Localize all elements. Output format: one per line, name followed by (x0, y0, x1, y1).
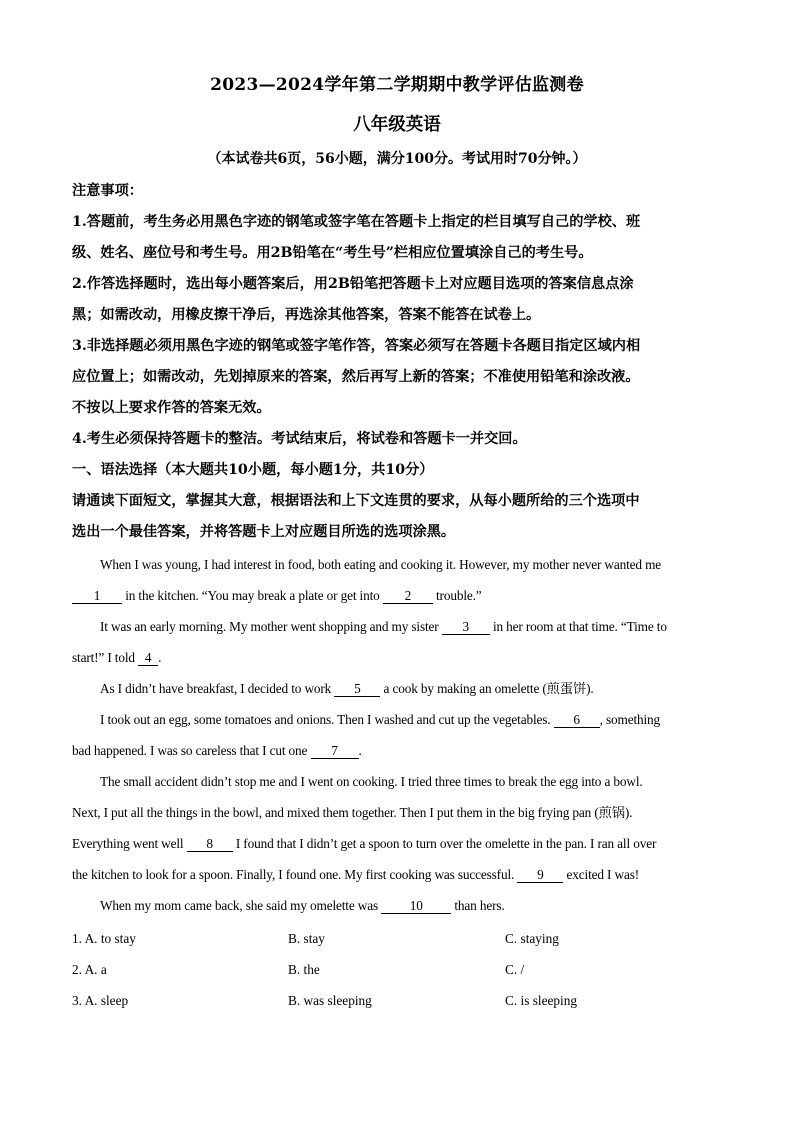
exam-info: （本试卷共6页，56小题，满分100分。考试用时70分钟。） (207, 151, 587, 167)
section-instructions: 选出一个最佳答案，并将答题卡上对应题目所选的选项涂黑。 (72, 524, 456, 540)
passage-text: than hers. (454, 898, 505, 913)
note-line: 黑；如需改动，用橡皮擦干净后，再选涂其他答案，答案不能答在试卷上。 (72, 307, 541, 323)
note-line: 3.非选择题必须用黑色字迹的钢笔或签字笔作答，答案必须写在答题卡各题目指定区域内相 (72, 338, 641, 354)
option-a: 2. A. a (72, 962, 107, 977)
option-b: B. was sleeping (288, 993, 372, 1008)
option-b: B. the (288, 962, 320, 977)
passage-line (72, 649, 161, 667)
note-line: 1.答题前，考生务必用黑色字迹的钢笔或签字笔在答题卡上指定的栏目填写自己的学校、班 (72, 214, 641, 230)
passage-text: in the kitchen. “You may break a plate or get into (125, 588, 380, 603)
passage-text: It was an early morning. My mother went shopping and my sister (100, 619, 439, 634)
option-b: B. stay (288, 931, 325, 946)
note-line: 应位置上；如需改动，先划掉原来的答案，然后再写上新的答案；不准使用铅笔和涂改液。 (72, 369, 640, 385)
passage-line (72, 835, 656, 853)
answer-blank: 4 (138, 651, 158, 666)
answer-blank: 1 (72, 589, 122, 604)
passage-text: excited I was! (566, 867, 640, 882)
passage-text: in her room at that time. “Time to (492, 619, 667, 634)
passage-text: I found that I didn’t get a spoon to turn over the omelette in the pan. I ran all over (235, 836, 657, 851)
note-line: 2.作答选择题时，选出每小题答案后，用2B铅笔把答题卡上对应题目选项的答案信息点涂 (72, 276, 634, 292)
passage-line (72, 866, 639, 884)
answer-blank: 3 (442, 620, 490, 635)
passage-line (100, 711, 660, 729)
note-line: 级、姓名、座位号和考生号。用2B铅笔在“考生号”栏相应位置填涂自己的考生号。 (72, 245, 593, 261)
section-instructions: 请通读下面短文，掌握其大意，根据语法和上下文连贯的要求，从每小题所给的三个选项中 (72, 493, 640, 509)
passage-line (72, 804, 632, 822)
passage-line (100, 618, 667, 636)
answer-blank: 2 (383, 589, 433, 604)
passage-text: . (358, 743, 362, 758)
passage-text: I took out an egg, some tomatoes and onions. Then I washed and cut up the vegetables. (100, 712, 551, 727)
answer-blank: 8 (187, 837, 233, 852)
passage-text: As I didn’t have breakfast, I decided to work (100, 681, 332, 696)
passage-text: a cook by making an omelette (煎蛋饼). (383, 681, 594, 696)
passage-text: When I was young, I had interest in food, both eating and cooking it. However, my mother never wanted me (100, 557, 662, 572)
answer-blank: 7 (311, 744, 359, 759)
answer-blank: 9 (517, 868, 563, 883)
note-line: 4.考生必须保持答题卡的整洁。考试结束后，将试卷和答题卡一并交回。 (72, 431, 527, 447)
option-a: 1. A. to stay (72, 931, 136, 946)
option-c: C. is sleeping (505, 993, 578, 1008)
passage-line (100, 680, 594, 698)
passage-line (100, 897, 505, 915)
answer-blank: 5 (334, 682, 380, 697)
passage-text: , something (599, 712, 661, 727)
option-a: 3. A. sleep (72, 993, 129, 1008)
notes-heading: 注意事项： (72, 183, 143, 199)
option-c: C. staying (505, 931, 559, 946)
passage-line (72, 587, 482, 605)
passage-line (72, 742, 362, 760)
passage-text: start!” I told (72, 650, 135, 665)
answer-blank: 6 (554, 713, 600, 728)
passage-text: the kitchen to look for a spoon. Finally, I found one. My first cooking was successful. (72, 867, 515, 882)
passage-text: Everything went well (72, 836, 184, 851)
passage-line (100, 556, 661, 574)
option-c: C. / (505, 962, 525, 977)
exam-subject: 八年级英语 (353, 115, 441, 135)
passage-text: bad happened. I was so careless that I cut one (72, 743, 308, 758)
exam-title: 2023—2024学年第二学期期中教学评估监测卷 (210, 75, 584, 95)
passage-text: Next, I put all the things in the bowl, and mixed them together. Then I put them in the big frying pan (煎锅). (72, 805, 633, 820)
answer-blank: 10 (381, 899, 451, 914)
passage-text: trouble.” (436, 588, 482, 603)
passage-text: When my mom came back, she said my omelette was (100, 898, 379, 913)
passage-line (100, 773, 643, 791)
note-line: 不按以上要求作答的答案无效。 (72, 400, 271, 416)
passage-text: The small accident didn’t stop me and I went on cooking. I tried three times to break the egg into a bowl. (100, 774, 643, 789)
section-heading: 一、语法选择（本大题共10小题，每小题1分，共10分） (72, 462, 434, 478)
passage-text: . (158, 650, 162, 665)
